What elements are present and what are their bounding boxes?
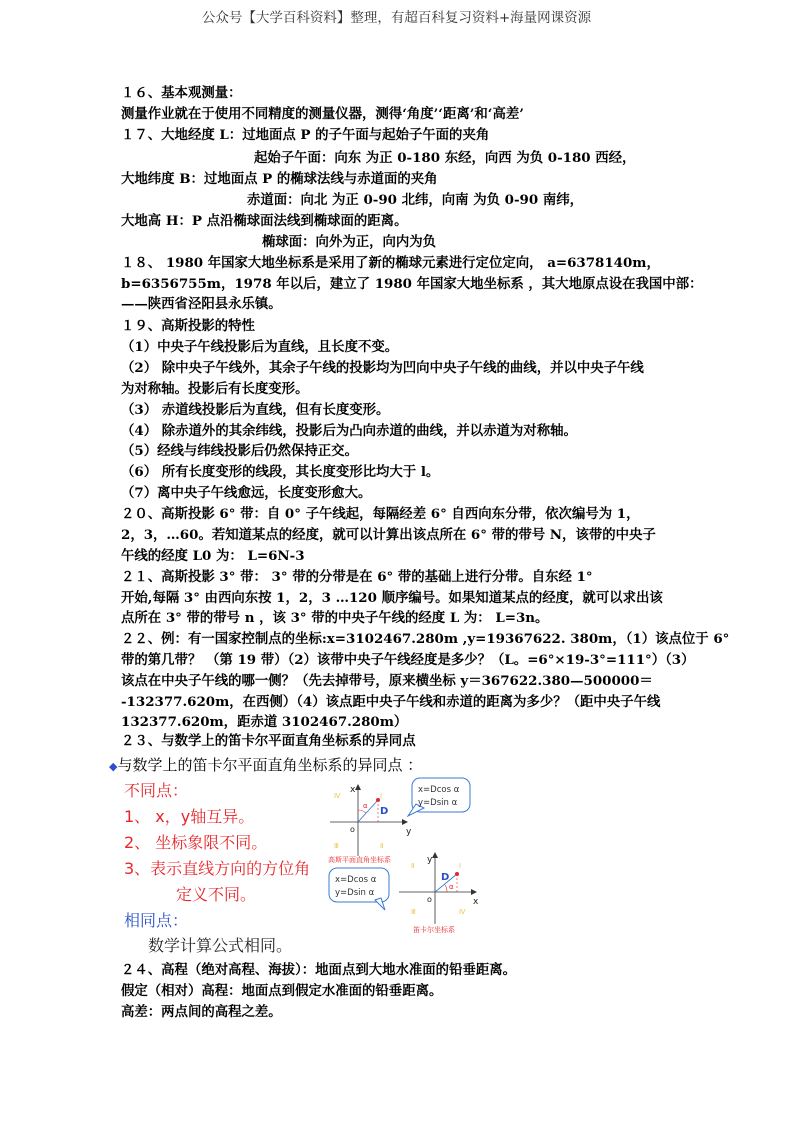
gauss-y-label: y bbox=[406, 827, 412, 837]
gauss-quadrant-2: Ⅱ bbox=[380, 842, 384, 850]
cartesian-quadrant-4: Ⅳ bbox=[459, 908, 466, 916]
text-line: 开始,每隔 3° 由西向东按 1，2，3 …120 顺序编号。如果知道某点的经度，就可以求出该 bbox=[121, 590, 663, 606]
list-item: （1）中央子午线投影后为直线，且长度不变。 bbox=[121, 339, 399, 355]
list-item: （3） 赤道线投影后为直线，但有长度变形。 bbox=[121, 402, 390, 418]
arrow-icon bbox=[402, 819, 408, 825]
heading-21: ２１、高斯投影 3° 带： 3° 带的分带是在 6° 带的基础上进行分带。自东经 1° bbox=[121, 569, 593, 585]
text-line: -132377.620m，在西侧）（4）该点距中央子午线和赤道的距离为多少？（距中央子午线 bbox=[121, 694, 661, 710]
gauss-vector bbox=[358, 800, 378, 822]
gauss-origin-label: o bbox=[350, 825, 355, 834]
heading-22: ２２、例：有一国家控制点的坐标:x=3102467.280m ,y=19367622. 380m，（1）该点位于 6° bbox=[121, 631, 730, 647]
text-line: 为对称轴。投影后有长度变形。 bbox=[121, 381, 309, 397]
heading-19: １９、高斯投影的特性 bbox=[121, 318, 255, 334]
cartesian-angle-label: α bbox=[449, 883, 454, 891]
gauss-quadrant-4: Ⅳ bbox=[334, 792, 341, 800]
text-line: 2，3，…60。若知道某点的经度，就可以计算出该点所在 6° 带的带号 N，该带的中央子 bbox=[121, 527, 656, 543]
text-line: 午线的经度 L0 为： L=6N-3 bbox=[121, 548, 305, 564]
bullet-diamond-icon: ◆ bbox=[109, 760, 118, 773]
cartesian-quadrant-1: Ⅰ bbox=[459, 862, 462, 870]
diff-item-3: 3、表示直线方向的方位角 bbox=[124, 859, 311, 878]
heading-24: ２４、高程（绝对高程、海拔）：地面点到大地水准面的铅垂距离。 bbox=[121, 962, 517, 978]
cartesian-caption: 笛卡尔坐标系 bbox=[413, 926, 455, 934]
cartesian-angle-arc bbox=[445, 885, 447, 892]
same-item-1: 数学计算公式相同。 bbox=[148, 936, 293, 955]
list-item: （7）离中央子午线愈远，长度变形愈大。 bbox=[121, 485, 372, 501]
text-line: 该点在中央子午线的哪一侧？（先去掉带号，原来横坐标 y＝367622.380—500000＝ bbox=[121, 673, 653, 689]
cartesian-quadrant-2: Ⅱ bbox=[411, 862, 415, 870]
arrow-icon bbox=[432, 852, 438, 858]
text-line: 点所在 3° 带的带号 n ，该 3° 带的中央子午线的经度 L 为： L=3n。 bbox=[121, 610, 549, 626]
slide-title-text: 与数学上的笛卡尔平面直角坐标系的异同点 ： bbox=[117, 756, 423, 774]
gauss-point-label: D bbox=[380, 806, 389, 817]
text-line: 赤道面：向北 为正 0-90 北纬，向南 为负 0-90 南纬， bbox=[247, 192, 584, 208]
heading-23: ２３、与数学上的笛卡尔平面直角坐标系的异同点 bbox=[121, 733, 416, 749]
gauss-formula-y: y=Dsin α bbox=[418, 798, 458, 808]
list-item: （6） 所有长度变形的线段，其长度变形比均大于 l。 bbox=[121, 464, 440, 480]
heading-20: ２０、高斯投影 6° 带：自 0° 子午线起，每隔经差 6° 自西向东分带，依次编号为 1， bbox=[121, 506, 640, 522]
page-header: 公众号【大学百科资料】整理，有超百科复习资料+海量网课资源 bbox=[201, 10, 592, 26]
text-line: ——陕西省泾阳县永乐镇。 bbox=[121, 296, 282, 312]
text-line: 椭球面：向外为正，向内为负 bbox=[262, 234, 437, 250]
list-item: （2） 除中央子午线外，其余子午线的投影均为凹向中央子午线的曲线，并以中央子午线 bbox=[121, 360, 644, 376]
list-item: （4） 除赤道外的其余纬线，投影后为凸向赤道的曲线，并以赤道为对称轴。 bbox=[121, 423, 577, 439]
text-line: 大地纬度 B：过地面点 P 的椭球法线与赤道面的夹角 bbox=[121, 171, 438, 187]
gauss-quadrant-3: Ⅲ bbox=[334, 842, 339, 850]
cartesian-quadrant-3: Ⅲ bbox=[411, 908, 416, 916]
diff-item-3-cont: 定义不同。 bbox=[176, 885, 257, 904]
diff-heading: 不同点： bbox=[124, 781, 189, 800]
gauss-angle-arc bbox=[358, 810, 366, 813]
cartesian-point-label: D bbox=[441, 872, 450, 883]
gauss-x-label: x bbox=[350, 785, 356, 795]
cartesian-y-label: y bbox=[427, 855, 433, 865]
text-line: 测量作业就在于使用不同精度的测量仪器，测得‘角度’‘距离’和‘高差’ bbox=[121, 106, 524, 122]
text-line: 大地高 H：P 点沿椭球面法线到椭球面的距离。 bbox=[121, 213, 408, 229]
diff-item-1: 1、 x，y轴互异。 bbox=[124, 807, 255, 826]
heading-17: １７、大地经度 L：过地面点 P 的子午面与起始子午面的夹角 bbox=[121, 127, 490, 143]
same-heading: 相同点： bbox=[124, 911, 189, 930]
gauss-caption: 高斯平面直角坐标系 bbox=[328, 856, 391, 864]
arrow-icon bbox=[355, 784, 361, 790]
gauss-angle-label: α bbox=[363, 802, 368, 810]
gauss-quadrant-1: Ⅰ bbox=[380, 792, 383, 800]
text-line: 起始子午面：向东 为正 0-180 东经，向西 为负 0-180 西经， bbox=[254, 150, 636, 166]
text-line: 假定（相对）高程：地面点到假定水准面的铅垂距离。 bbox=[121, 983, 443, 999]
heading-18: １８、 1980 年国家大地坐标系是采用了新的椭球元素进行定位定向， a=6378140m， bbox=[121, 255, 660, 271]
text-line: 132377.620m，距赤道 3102467.280m） bbox=[121, 714, 408, 730]
cartesian-x-label: x bbox=[473, 897, 479, 907]
heading-16: １６、基本观测量： bbox=[121, 85, 242, 101]
cartesian-formula-x: x=Dcos α bbox=[335, 875, 377, 885]
text-line: 带的第几带？ （第 19 带）（2）该带中央子午线经度是多少？（L。=6°×19-3°=111°）（3） bbox=[121, 652, 695, 668]
cartesian-formula-y: y=Dsin α bbox=[335, 888, 375, 898]
cartesian-point bbox=[455, 872, 459, 876]
cartesian-origin-label: o bbox=[427, 895, 432, 904]
gauss-formula-x: x=Dcos α bbox=[418, 785, 460, 795]
text-line: b=6356755m，1978 年以后，建立了 1980 年国家大地坐标系 ，其大地原点设在我国中部： bbox=[121, 276, 703, 292]
cartesian-coordinate-figure bbox=[325, 852, 485, 938]
arrow-icon bbox=[471, 889, 477, 895]
text-line: 高差：两点间的高程之差。 bbox=[121, 1004, 282, 1020]
list-item: （5）经线与纬线投影后仍然保持正交。 bbox=[121, 443, 358, 459]
diff-item-2: 2、 坐标象限不同。 bbox=[124, 833, 268, 852]
